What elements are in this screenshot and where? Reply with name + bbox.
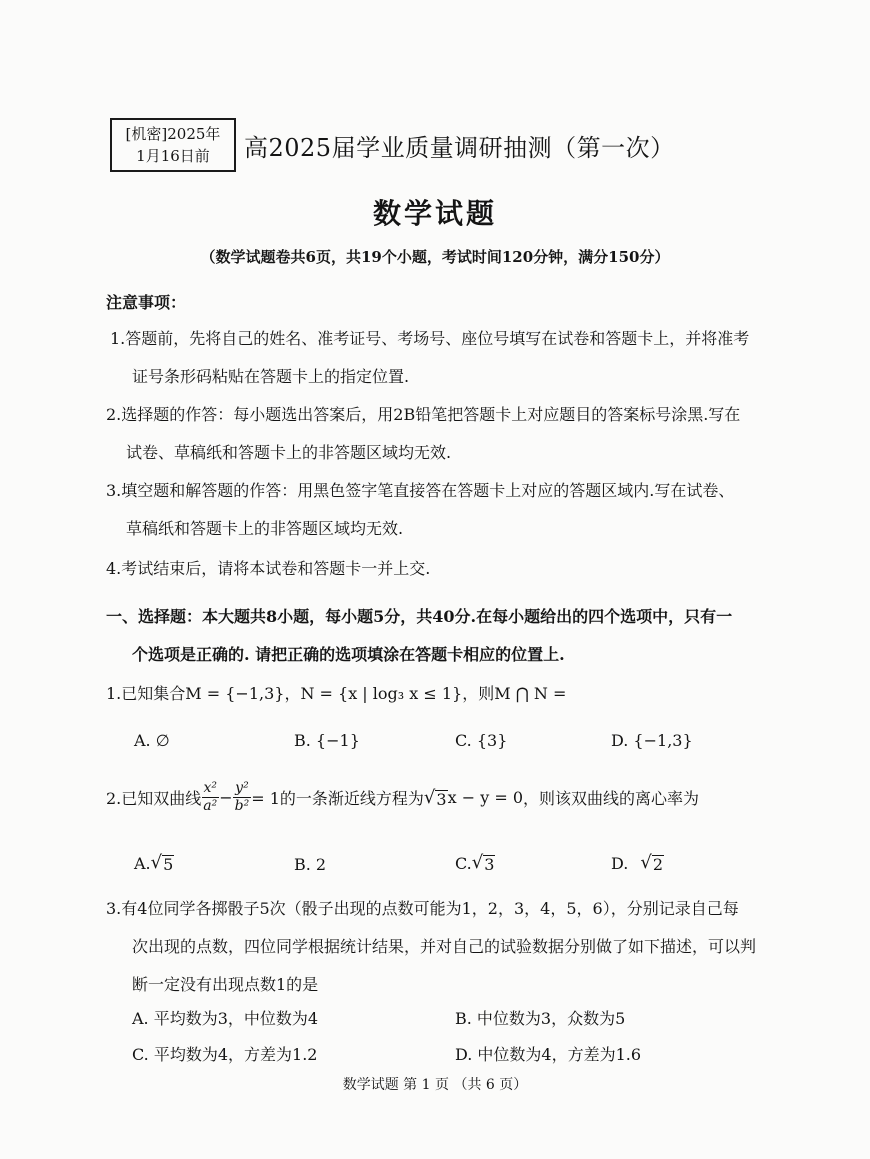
question-2-option-d: [611, 852, 664, 874]
notice-item-2-line-2: 试卷、草稿纸和答题卡上的非答题区域均无效.: [126, 443, 452, 462]
sqrt-3-arg: 3: [436, 789, 447, 809]
question-1-option-c: C. {3}: [455, 731, 508, 750]
notice-item-1-line-2: 证号条形码粘贴在答题卡上的指定位置.: [132, 367, 410, 386]
confidential-line-2: 1月16日前: [136, 147, 210, 165]
fraction-1-numerator: x²: [203, 780, 218, 796]
sqrt-2: [640, 852, 664, 874]
question-3-option-d: D. 中位数为4，方差为1.6: [455, 1045, 642, 1064]
page-footer: 数学试题 第 1 页 （共 6 页）: [342, 1077, 528, 1093]
question-3-option-b: B. 中位数为3，众数为5: [455, 1009, 626, 1028]
sqrt-3: [424, 787, 448, 809]
minus-sign: −: [219, 788, 233, 807]
sqrt-icon: √: [150, 852, 163, 873]
confidential-box: [110, 118, 236, 172]
question-2-option-b: B. 2: [294, 855, 327, 874]
sqrt-icon: √: [640, 852, 652, 873]
exam-title: 高2025届学业质量调研抽测（第一次）: [244, 134, 675, 162]
asymptote-rest: x − y = 0: [447, 788, 523, 807]
sqrt-5-arg: 5: [163, 855, 174, 874]
option-c-label: C.: [455, 853, 472, 873]
question-2-option-a: [134, 852, 174, 874]
fraction-2-denominator: b²: [234, 798, 250, 814]
notice-item-3-line-2: 草稿纸和答题卡上的非答题区域均无效.: [126, 519, 404, 538]
option-d-label: D.: [611, 853, 629, 873]
sqrt-5: [151, 852, 175, 874]
question-3-option-a: A. 平均数为3，中位数为4: [132, 1009, 319, 1028]
sqrt-icon: √: [471, 852, 484, 873]
question-2-prefix: 2.已知双曲线: [106, 789, 202, 808]
question-2-option-c: [455, 852, 495, 874]
sqrt-3-option: [472, 852, 496, 874]
section-1-heading-line-2: 个选项是正确的. 请把正确的选项填涂在答题卡相应的位置上.: [132, 645, 565, 664]
question-3-line-2: 次出现的点数，四位同学根据统计结果，并对自己的试验数据分别做了如下描述，可以判: [132, 937, 757, 956]
subject-title: 数学试题: [372, 197, 497, 230]
question-3-option-c: C. 平均数为4，方差为1.2: [132, 1045, 318, 1064]
notice-item-3-line-1: 3.填空题和解答题的作答：用黑色签字笔直接答在答题卡上对应的答题区域内.写在试卷、: [106, 481, 735, 500]
question-2-suffix: ，则该双曲线的离心率为: [523, 789, 700, 808]
question-3-line-1: 3.有4位同学各掷骰子5次（骰子出现的点数可能为1，2，3，4，5，6），分别记录自己每: [106, 899, 739, 918]
question-2-middle: = 1的一条渐近线方程为: [251, 789, 424, 808]
confidential-line-1: [机密]2025年: [125, 125, 221, 143]
sqrt-2-arg: 2: [652, 855, 664, 874]
fraction-2-numerator: y²: [235, 780, 249, 796]
notice-item-4: 4.考试结束后，请将本试卷和答题卡一并上交.: [106, 559, 431, 578]
option-a-label: A.: [134, 853, 151, 873]
question-1-option-a: A. ∅: [134, 731, 170, 750]
question-1-option-d: D. {−1,3}: [611, 731, 693, 750]
fraction-y2-b2: [233, 780, 252, 815]
exam-info: （数学试题卷共6页，共19个小题，考试时间120分钟，满分150分）: [200, 248, 670, 266]
fraction-1-denominator: a²: [203, 798, 218, 814]
question-1-option-b: B. {−1}: [294, 731, 360, 750]
question-2-stem: [106, 780, 699, 815]
section-1-heading-line-1: 一、选择题：本大题共8小题，每小题5分，共40分.在每小题给出的四个选项中，只有一: [106, 607, 733, 626]
notice-item-1-line-1: 1.答题前，先将自己的姓名、准考证号、考场号、座位号填写在试卷和答题卡上，并将准考: [110, 329, 750, 348]
notice-heading: 注意事项：: [106, 293, 187, 312]
sqrt-icon: √: [423, 786, 436, 808]
sqrt-3-option-arg: 3: [484, 855, 495, 874]
fraction-x2-a2: [201, 780, 219, 815]
question-1-stem: 1.已知集合M = {−1,3}，N = {x | log₃ x ≤ 1}，则M ⋂ N =: [106, 684, 567, 703]
question-3-line-3: 断一定没有出现点数1的是: [132, 975, 319, 994]
notice-item-2-line-1: 2.选择题的作答：每小题选出答案后，用2B铅笔把答题卡上对应题目的答案标号涂黑.写在: [106, 405, 741, 424]
